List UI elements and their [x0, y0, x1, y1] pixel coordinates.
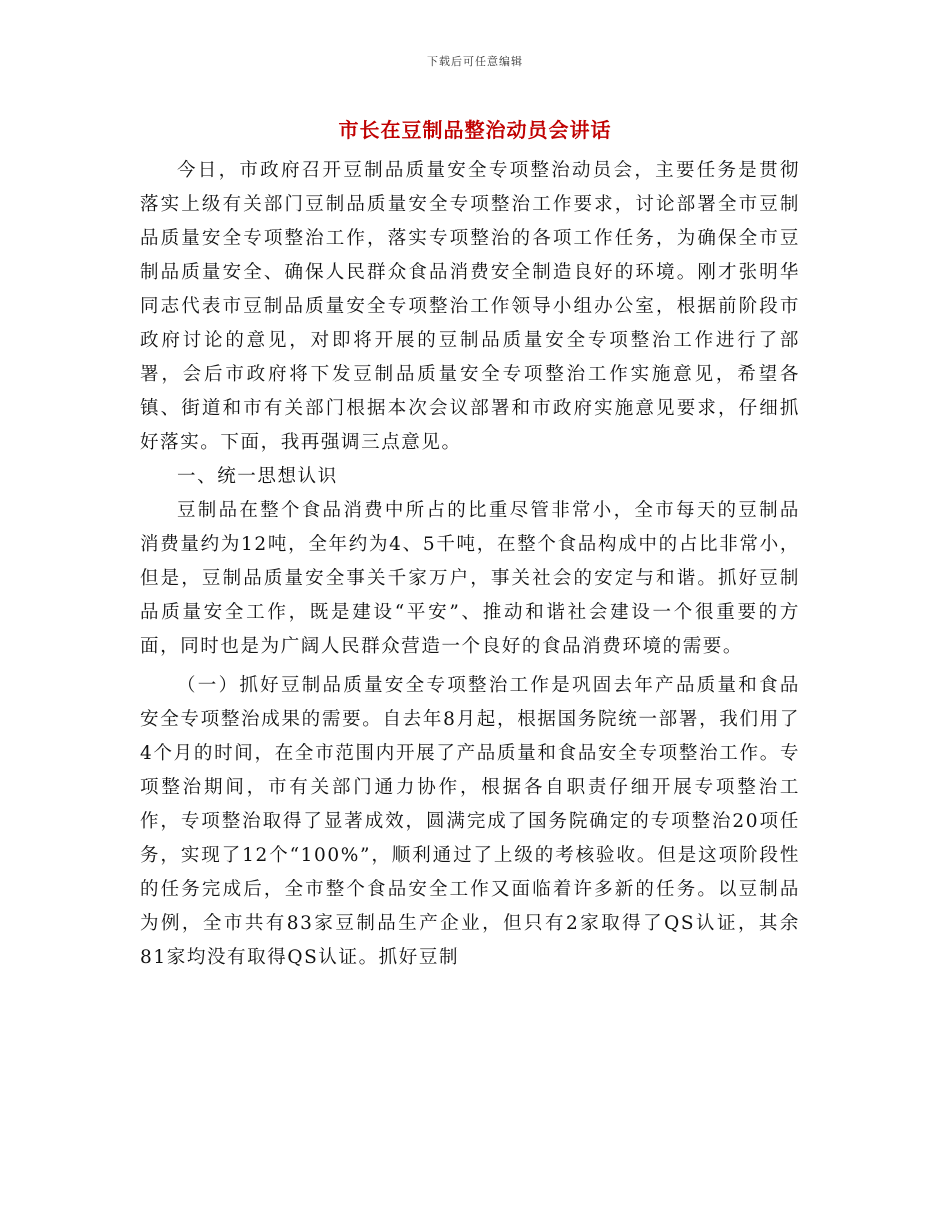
paragraph-subsection-1: （一）抓好豆制品质量安全专项整治工作是巩固去年产品质量和食品安全专项整治成果的需要。自去年8月起，根据国务院统一部署，我们用了4个月的时间，在全市范围内开展了产品质量和食品安全专项整治工作。专项整治期间，市有关部门通力协作，根据各自职责仔细开展专项整治工作，专项整治取得了显著成效，圆满完成了国务院确定的专项整治20项任务，实现了12个“100%”，顺利通过了上级的考核验收。但是这项阶段性的任务完成后，全市整个食品安全工作又面临着许多新的任务。以豆制品为例，全市共有83家豆制品生产企业，但只有2家取得了QS认证，其余81家均没有取得QS认证。抓好豆制 — [140, 675, 800, 968]
paragraph-section-1: 豆制品在整个食品消费中所占的比重尽管非常小，全市每天的豆制品消费量约为12吨，全年约为4、5千吨，在整个食品构成中的占比非常小，但是，豆制品质量安全事关千家万户，事关社会的安定与和谐。抓好豆制品质量安全工作，既是建设“平安”、推动和谐社会建设一个很重要的方面，同时也是为广阔人民群众营造一个良好的食品消费环境的需要。 — [140, 500, 800, 657]
section-heading-1: 一、统一思想认识 — [177, 466, 338, 487]
paragraph-intro: 今日，市政府召开豆制品质量安全专项整治动员会，主要任务是贯彻落实上级有关部门豆制品质量安全专项整治工作要求，讨论部署全市豆制品质量安全专项整治工作，落实专项整治的各项工作任务，为确保全市豆制品质量安全、确保人民群众食品消费安全制造良好的环境。刚才张明华同志代表市豆制品质量安全专项整治工作领导小组办公室，根据前阶段市政府讨论的意见，对即将开展的豆制品质量安全专项整治工作进行了部署，会后市政府将下发豆制品质量安全专项整治工作实施意见，希望各镇、街道和市有关部门根据本次会议部署和市政府实施意见要求，仔细抓好落实。下面，我再强调三点意见。 — [140, 160, 800, 453]
document-body — [140, 154, 800, 975]
page-header: 下载后可任意编辑 — [427, 55, 523, 68]
document-title: 市长在豆制品整治动员会讲话 — [338, 118, 612, 142]
